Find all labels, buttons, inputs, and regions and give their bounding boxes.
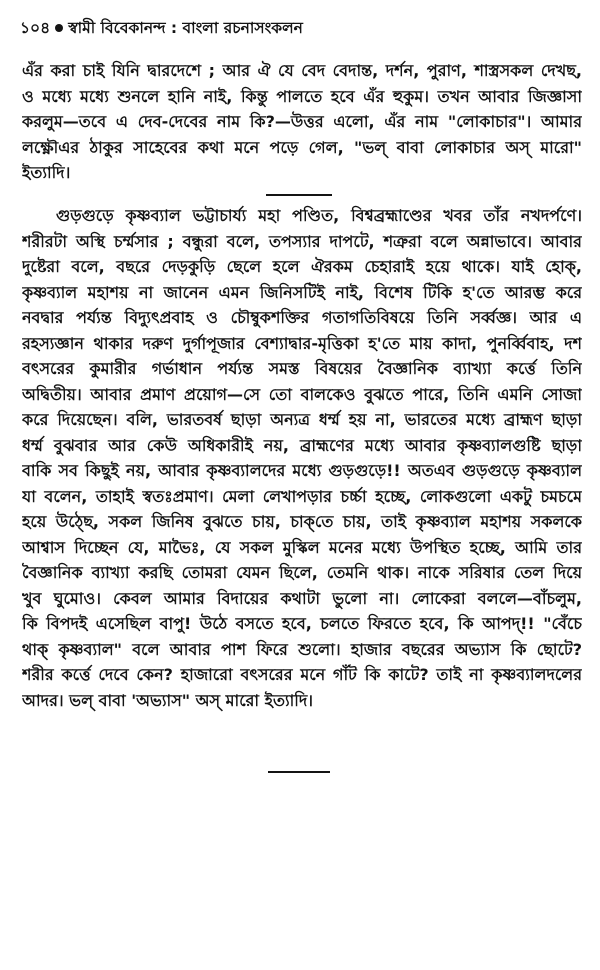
paragraph-line: আদর। ভল্ বাবা 'অভ্যাস" অস্ মারো ইত্যাদি। [22, 690, 313, 710]
paragraph-line: খুব ঘুমোও। কেবল আমার বিদায়ের কথাটা ভুলো না। লোকেরা বললে—বাঁচলুম, [22, 588, 582, 608]
paragraph-line: করে দিয়েছেন। বলি, ভারতবর্ষ ছাড়া অন্যত্র ধর্ম্ম হয় না, ভারতের মধ্যে ব্রাহ্মণ ছাড়া [22, 410, 582, 429]
paragraph-line: বৈজ্ঞানিক ব্যাখ্যা করছি তোমরা যেমন ছিলে, তেমনি থাক। নাকে সরিষার তেল দিয়ে [22, 563, 582, 582]
paragraph-line: শরীর কর্ত্তে দেবে কেন? হাজারো বৎসরের মনে গাঁট কি কাটে? তাই না কৃষ্ণব্যালদলের [22, 665, 582, 684]
paragraph-line: বাকি সব কিছুই নয়, আবার কৃষ্ণব্যালদের মধ্যে গুড়গুড়ে!! অতএব গুড়গুড়ে কৃষ্ণব্যাল [22, 461, 582, 480]
paragraph-line: আশ্বাস দিচ্ছেন যে, মাভৈঃ, যে সকল মুস্কিল মনের মধ্যে উপস্থিত হচ্ছে, আমি তার [22, 537, 582, 557]
paragraph-line: দুষ্টেরা বলে, বছরে দেড়কুড়ি ছেলে হলে ঐরকম চেহারাই হয়ে থাকে। যাই হোক্, [22, 257, 582, 276]
paragraph-line: রহস্যজ্ঞান থাকার দরুণ দুর্গাপূজার বেশ্যাদ্বার-মৃত্তিকা হ'তে মায় কাদা, পুনর্ব্বিবাহ, দশ [22, 333, 582, 353]
paragraph-line: কি বিপদই এসেছিল বাপু! উঠে বসতে হবে, চলতে ফিরতে হবে, কি আপদ্!! "বেঁচে [22, 614, 582, 633]
paragraph-line: ইত্যাদি। [22, 163, 71, 182]
book-title: স্বামী বিবেকানন্দ : বাংলা রচনাসংকলন [68, 19, 303, 37]
paragraph-1 [22, 58, 582, 186]
paragraph-line: বৎসরের কুমারীর গর্ভাধান পর্য্যন্ত সমস্ত বিষয়ের বৈজ্ঞানিক ব্যাখ্যা কর্ত্তে তিনি [22, 359, 582, 378]
paragraph-line: থাক্ কৃষ্ণব্যাল" বলে আবার পাশ ফিরে শুলো। হাজার বছরের অভ্যাস কি ছোটে? [22, 639, 582, 659]
paragraph-line: শরীরটা অস্থি চর্ম্মসার ; বন্ধুরা বলে, তপস্যার দাপটে, শত্রুরা বলে অন্নাভাবে। আবার [22, 231, 582, 251]
section-divider [266, 194, 332, 196]
paragraph-line: গুড়গুড়ে কৃষ্ণব্যাল ভট্টাচার্য্য মহা পণ্ডিত, বিশ্বব্রহ্মাণ্ডের খবর তাঁর নখদর্পণে। [56, 206, 582, 225]
paragraph-line: কৃষ্ণব্যাল মহাশয় না জানেন এমন জিনিসটিই নাই, বিশেষ টিকি হ'তে আরম্ভ করে [22, 282, 582, 302]
paragraph-line: করলুম—তবে এ দেব-দেবের নাম কি?—উত্তর এলো, এঁর নাম "লোকাচার"। আমার [22, 112, 582, 131]
paragraph-2 [22, 203, 582, 713]
section-divider [268, 771, 330, 773]
paragraph-line: এঁর করা চাই যিনি দ্বারদেশে ; আর ঐ যে বেদ বেদান্ত, দর্শন, পুরাণ, শাস্ত্রসকল দেখছ, [22, 61, 582, 80]
running-header [20, 18, 303, 38]
paragraph-line: লক্ষ্ণৌএর ঠাকুর সাহেবের কথা মনে পড়ে গেল, "ভল্ বাবা লোকাচার অস্ মারো" [22, 137, 582, 157]
paragraph-line: যা বলেন, তাহাই স্বতঃপ্রমাণ। মেলা লেখাপড়ার চর্চ্চা হচ্ছে, লোকগুলো একটু চমচমে [22, 486, 582, 506]
paragraph-line: হয়ে উঠ্ছে, সকল জিনিষ বুঝতে চায়, চাক্‌তে চায়, তাই কৃষ্ণব্যাল মহাশয় সকলকে [22, 512, 582, 531]
paragraph-line: ও মধ্যে মধ্যে শুনলে হানি নাই, কিন্তু পালতে হবে এঁর হুকুম। তখন আবার জিজ্ঞাসা [22, 86, 582, 106]
paragraph-line: অদ্বিতীয়। আবার প্রমাণ প্রয়োগ—সে তো বালকেও বুঝতে পারে, তিনি এমনি সোজা [22, 384, 582, 404]
page-number: ১০৪ [20, 19, 51, 37]
paragraph-line: ধর্ম্ম বুঝবার আর কেউ অধিকারীই নয়, ব্রাহ্মণের মধ্যে আবার কৃষ্ণব্যালগুষ্টি ছাড়া [22, 435, 582, 455]
paragraph-line: নবদ্বার পর্য্যন্ত বিদ্যুৎপ্রবাহ ও চৌম্বুকশক্তির গতাগতিবিষয়ে তিনি সর্ব্বজ্ঞ। আর এ [22, 308, 582, 327]
bullet-separator [55, 24, 63, 32]
